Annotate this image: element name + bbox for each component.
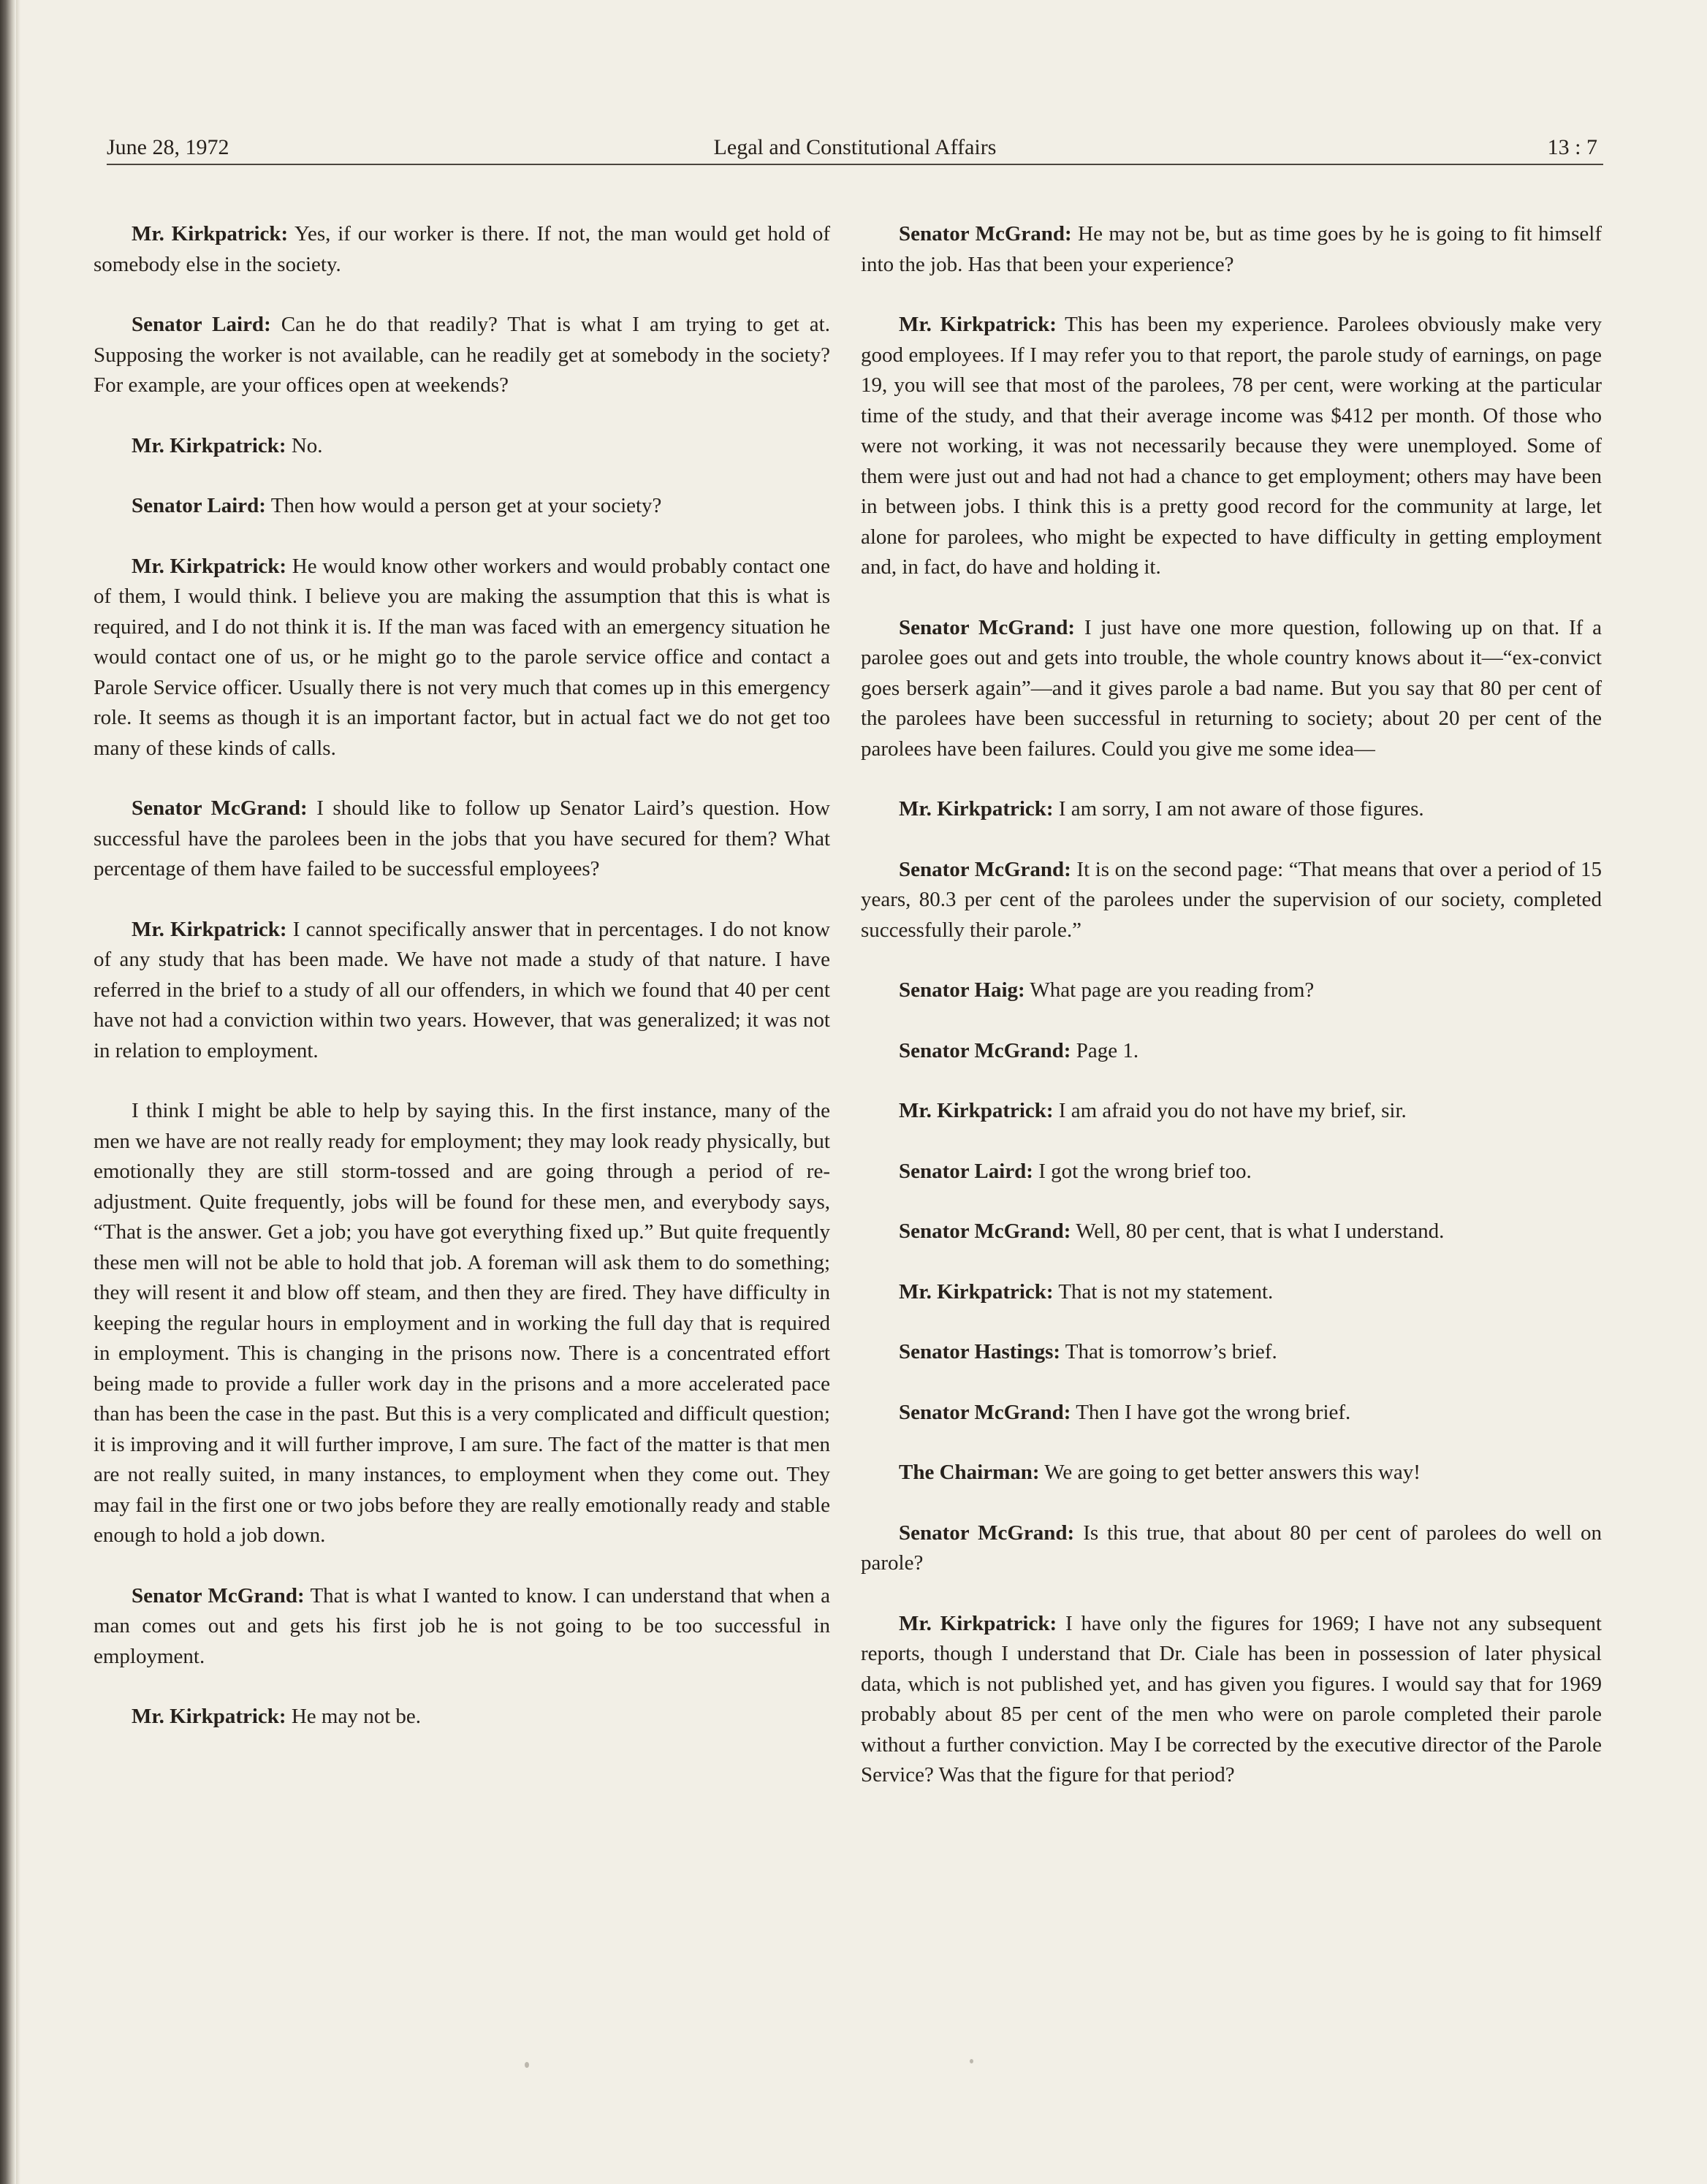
speaker-name: Mr. Kirkpatrick: [899,1611,1057,1635]
speaker-name: Senator McGrand: [899,222,1072,246]
speech-text: No. [291,433,323,457]
speech-text: I think I might be able to help by saying this. In the first instance, many of the men we have are not really ready for employment; they may look ready physically, but emotionally they are still storm-tossed and are going through a period of re-adjustment. Quite frequently, jobs will be found for these men, and everybody says, “That is the answer. Get a job; you have got everything fixed up.” But quite frequently these men will not be able to hold that job. A foreman will ask them to do something; they will resent it and blow off steam, and then they are fired. They have difficulty in keeping the regular hours in employment and in working the full day that is required in employment. This is changing in the prisons now. There is a concentrated effort being made to provide a fuller work day in the prisons and a more accelerated pace than has been the case in the past. But this is a very complicated and difficult question; it is improving and it will further improve, I am sure. The fact of the matter is that men are not really suited, in many instances, to employment when they come out. They may fail in the first one or two jobs before they are really emotionally ready and stable enough to hold a job down. [94,1099,830,1547]
speech-text: This has been my experience. Parolees obviously make very good employees. If I may refer you to that report, the parole study of earnings, on page 19, you will see that most of the parolees, 78 per cent, were working at the particular time of the study, and that their average income was $412 per month. Of those who were not working, it was not necessarily because they were unemployed. Some of them were just out and had not had a chance to get employment; others may have been in between jobs. I think this is a pretty good record for the community at large, let alone for parolees, who might be expected to have difficulty in getting employment and, in fact, do have and holding it. [861,313,1603,579]
speech-text: I have only the figures for 1969; I have not any subsequent reports, though I understand that Dr. Ciale has been in possession of later physical data, which is not published yet, and has given you figures. I would say that for 1969 probably about 85 per cent of the men who were on parole completed their parole without a further conviction. May I be corrected by the executive director of the Parole Service? Was that the figure for that period? [861,1611,1602,1787]
header-page-number: 13 : 7 [1547,135,1597,159]
speech-text: I am afraid you do not have my brief, sir. [1058,1099,1407,1122]
speaker-name: Mr. Kirkpatrick: [899,1279,1054,1304]
speaker-name: Mr. Kirkpatrick: [132,433,286,457]
speaker-name: Senator Laird: [899,1159,1033,1183]
transcript-paragraph [861,1398,1602,1428]
transcript-paragraph [861,1217,1602,1247]
right-column [861,219,1602,1821]
speech-text: He may not be, but as time goes by he is going to fit himself into the job. Has that been your experience? [861,222,1602,276]
transcript-paragraph [861,975,1602,1006]
speaker-name: Senator McGrand: [899,615,1076,639]
binding-shadow [0,0,16,2184]
transcript-paragraph [94,1702,830,1732]
speech-text: That is what I wanted to know. I can understand that when a man comes out and gets his first job he is not going to be too successful in employment. [94,1583,830,1668]
transcript-paragraph [861,310,1602,583]
transcript-paragraph [861,855,1602,946]
header-date: June 28, 1972 [107,135,229,159]
speaker-name: Mr. Kirkpatrick: [899,313,1057,336]
speaker-name: Senator Laird: [132,494,266,517]
running-header [107,132,1603,165]
transcript-paragraph [94,915,830,1067]
transcript-paragraph [94,552,830,764]
speech-text: That is tomorrow’s brief. [1065,1340,1277,1363]
speaker-name: Mr. Kirkpatrick: [132,917,287,941]
speech-text: I got the wrong brief too. [1038,1159,1252,1183]
speech-text: Can he do that readily? That is what I am trying to get at. Supposing the worker is not available, can he readily get at somebody in the society? For example, are your offices open at weekends? [94,313,830,397]
transcript-paragraph [94,491,830,522]
transcript-paragraph [94,431,830,462]
speech-text: Yes, if our worker is there. If not, the man would get hold of somebody else in the society. [94,222,830,276]
speaker-name: Senator McGrand: [132,1583,305,1607]
speech-text: That is not my statement. [1058,1279,1274,1304]
speaker-name: Senator McGrand: [899,1038,1071,1062]
transcript-paragraph [94,310,830,401]
speaker-name: Senator McGrand: [899,1220,1071,1243]
speaker-name: Senator McGrand: [899,857,1071,881]
speech-text: We are going to get better answers this way! [1044,1461,1421,1484]
speaker-name: Senator McGrand: [899,1521,1075,1545]
speaker-name: Senator McGrand: [899,1400,1071,1424]
speaker-name: Mr. Kirkpatrick: [132,554,287,578]
transcript-paragraph [861,1157,1602,1187]
transcript-paragraph [94,219,830,280]
speech-text: It is on the second page: “That means that over a period of 15 years, 80.3 per cent of the parolees under the supervision of our society, completed successfully their parole.” [861,857,1603,942]
transcript-paragraph [861,1609,1602,1791]
speaker-name: Senator Haig: [899,978,1025,1002]
speaker-name: The Chairman: [899,1461,1040,1484]
transcript-paragraph [861,1518,1602,1579]
ink-speck [970,2059,973,2063]
speaker-name: Mr. Kirkpatrick: [132,1705,286,1728]
left-column [94,219,830,1762]
speech-text: I should like to follow up Senator Laird’s question. How successful have the parolees been in the jobs that you have secured for them? What percentage of them have failed to be successful employees? [94,796,830,880]
speech-text: He would know other workers and would probably contact one of them, I would think. I believe you are making the assumption that this is what is required, and I do not think it is. If the man was faced with an emergency situation he would contact one of us, or he might go to the parole service office and contact a Parole Service officer. Usually there is not very much that comes up in this emergency role. It seems as though it is an important factor, but in actual fact we do not get too many of these kinds of calls. [94,554,830,760]
transcript-paragraph [861,1458,1602,1488]
transcript-paragraph [94,1096,830,1551]
transcript-paragraph [861,1096,1602,1127]
transcript-paragraph [94,1581,830,1673]
speaker-name: Mr. Kirkpatrick: [132,222,289,246]
speech-text: I am sorry, I am not aware of those figures. [1058,797,1424,821]
speech-text: What page are you reading from? [1030,978,1315,1002]
transcript-paragraph [861,794,1602,825]
transcript-paragraph [861,613,1602,765]
speech-text: Page 1. [1076,1038,1139,1062]
header-section-title: Legal and Constitutional Affairs [713,135,997,159]
speaker-name: Senator Hastings: [899,1340,1061,1363]
page-edge [16,0,20,2184]
ink-speck [525,2062,529,2068]
speech-text: Is this true, that about 80 per cent of parolees do well on parole? [861,1521,1603,1575]
speaker-name: Senator McGrand: [132,796,308,820]
speech-text: I cannot specifically answer that in percentages. I do not know of any study that has been made. We have not made a study of that nature. I have referred in the brief to a study of all our offenders, in which we found that 40 per cent have not had a conviction within two years. However, that was generalized; it was not in relation to employment. [94,917,830,1062]
speaker-name: Senator Laird: [132,313,271,336]
speaker-name: Mr. Kirkpatrick: [899,1099,1054,1122]
transcript-paragraph [861,1277,1602,1308]
speech-text: Then how would a person get at your society? [270,494,662,517]
transcript-paragraph [861,1337,1602,1368]
speech-text: Then I have got the wrong brief. [1076,1400,1351,1424]
speech-text: He may not be. [291,1705,421,1728]
speech-text: I just have one more question, following up on that. If a parolee goes out and gets into trouble, the whole country knows about it—“ex-convict goes berserk again”—and it gives parole a bad name. But you say that 80 per cent of the parolees have been successful in returning to society; about 20 per cent of the parolees have been failures. Could you give me some idea— [861,615,1603,761]
transcript-paragraph [94,794,830,885]
transcript-paragraph [861,1036,1602,1067]
speaker-name: Mr. Kirkpatrick: [899,797,1054,821]
speech-text: Well, 80 per cent, that is what I understand. [1076,1220,1445,1243]
transcript-paragraph [861,219,1602,280]
